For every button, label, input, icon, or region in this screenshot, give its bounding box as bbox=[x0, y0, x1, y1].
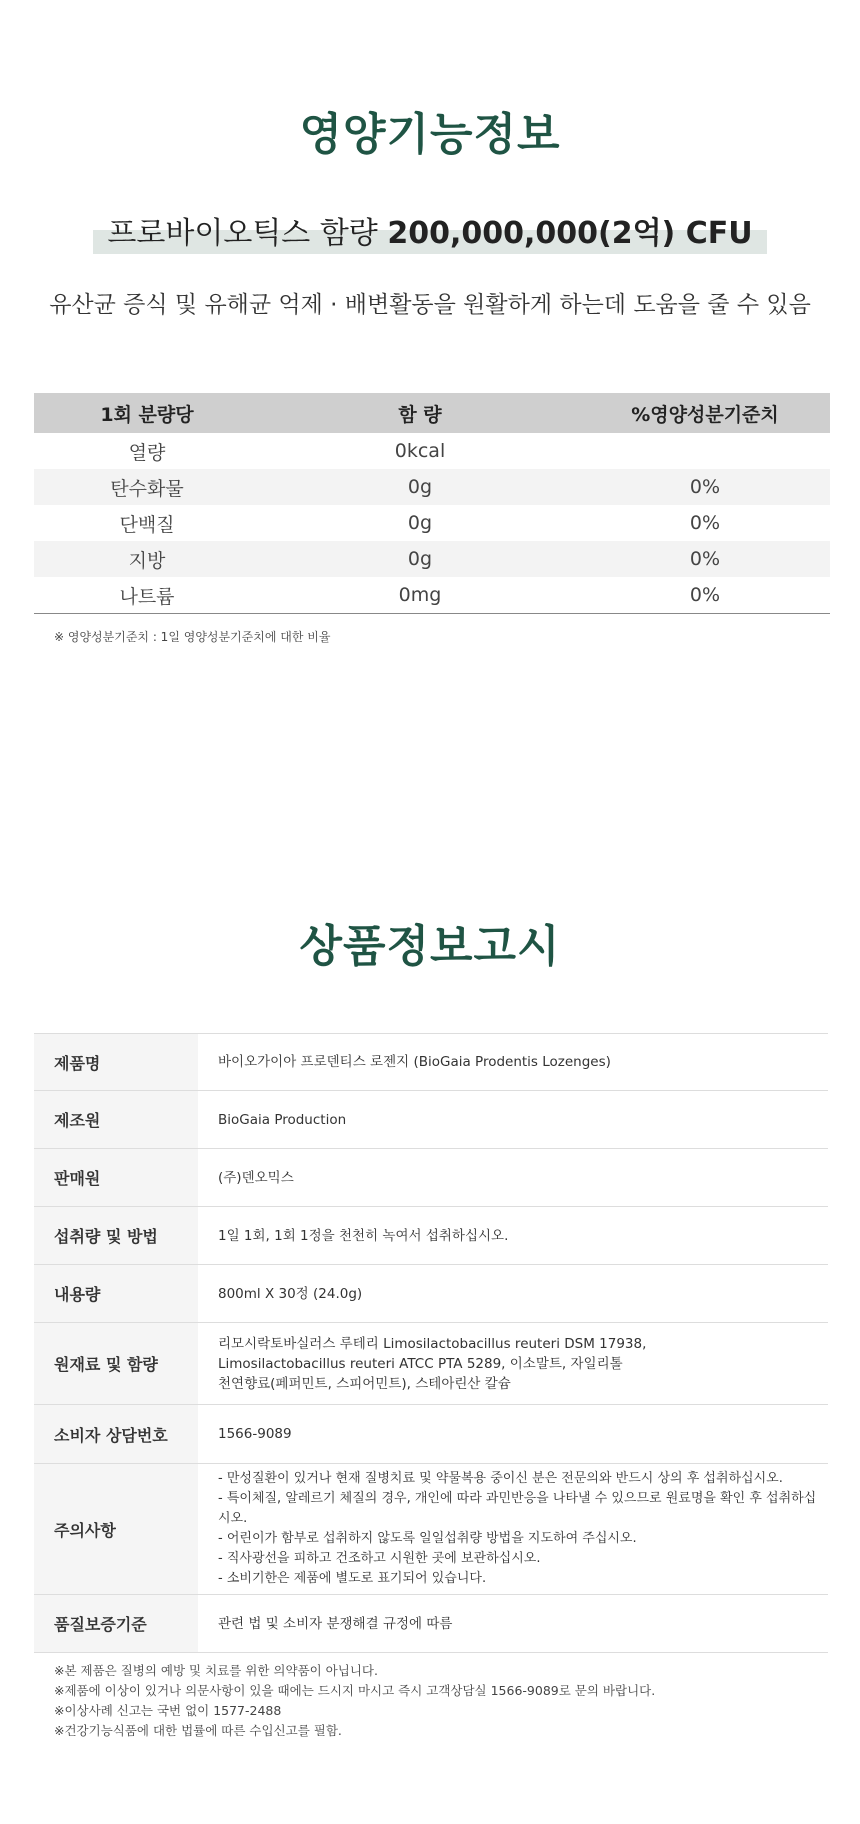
row-label: 주의사항 bbox=[34, 1464, 198, 1594]
table-row bbox=[34, 1034, 828, 1091]
nutrient-percent: 0% bbox=[689, 512, 721, 534]
value-line: - 특이체질, 알레르기 체질의 경우, 개인에 따라 과민반응을 나타낼 수 있으므로 원료명을 확인 후 섭취하십시오. bbox=[218, 1491, 817, 1526]
daily-value-note: ※ 영양성분기준치 : 1일 영양성분기준치에 대한 비율 bbox=[54, 630, 331, 644]
product-notice-title: 상품정보고시 bbox=[299, 921, 561, 972]
header-amount: 함 량 bbox=[398, 403, 442, 426]
nutrient-amount: 0g bbox=[407, 512, 433, 534]
nutrition-table bbox=[34, 393, 830, 614]
table-row bbox=[34, 505, 830, 541]
nutrient-name: 단백질 bbox=[119, 513, 175, 536]
row-label: 원재료 및 함량 bbox=[34, 1323, 198, 1404]
value-line: 800ml X 30정 (24.0g) bbox=[218, 1285, 363, 1302]
header-serving: 1회 분량당 bbox=[100, 403, 194, 426]
row-value bbox=[198, 1464, 828, 1594]
table-row bbox=[34, 577, 830, 613]
nutrition-table-header bbox=[34, 393, 830, 433]
value-line: 바이오가이아 프로덴티스 로젠지 (BioGaia Prodentis Lozenges) bbox=[218, 1054, 611, 1070]
header-daily-value: %영양성분기준치 bbox=[631, 403, 779, 426]
nutrient-amount: 0g bbox=[407, 548, 433, 570]
row-label: 제품명 bbox=[34, 1034, 198, 1090]
table-row bbox=[34, 1265, 828, 1323]
nutrient-percent: 0% bbox=[689, 584, 721, 606]
table-row bbox=[34, 541, 830, 577]
value-line: 1566-9089 bbox=[218, 1426, 292, 1442]
table-row bbox=[34, 1207, 828, 1265]
value-line: 리모시락토바실러스 루테리 Limosilactobacillus reuteri DSM 17938, bbox=[218, 1335, 647, 1352]
value-line: Limosilactobacillus reuteri ATCC PTA 5289, 이소말트, 자일리톨 bbox=[218, 1355, 623, 1372]
row-value bbox=[198, 1207, 828, 1264]
value-line: - 만성질환이 있거나 현재 질병치료 및 약물복용 중이신 분은 전문의와 반드시 상의 후 섭취하십시오. bbox=[218, 1471, 783, 1486]
highlight-prefix: 프로바이오틱스 함량 bbox=[107, 216, 388, 251]
value-line: - 직사광선을 피하고 건조하고 시원한 곳에 보관하십시오. bbox=[218, 1551, 541, 1566]
table-row bbox=[34, 1595, 828, 1653]
probiotic-highlight bbox=[0, 212, 860, 256]
row-label: 섭취량 및 방법 bbox=[34, 1207, 198, 1264]
row-value bbox=[198, 1323, 828, 1404]
nutrient-name: 탄수화물 bbox=[110, 477, 184, 500]
value-line: - 소비기한은 제품에 별도로 표기되어 있습니다. bbox=[218, 1571, 487, 1586]
nutrition-info-title: 영양기능정보 bbox=[299, 109, 561, 160]
row-label: 품질보증기준 bbox=[34, 1595, 198, 1652]
row-value bbox=[198, 1091, 828, 1148]
value-line: 1일 1회, 1회 1정을 천천히 녹여서 섭취하십시오. bbox=[218, 1227, 509, 1244]
nutrient-amount: 0g bbox=[407, 476, 433, 498]
table-row bbox=[34, 1405, 828, 1464]
nutrient-name: 열량 bbox=[128, 441, 166, 464]
footnote: ※제품에 이상이 있거나 의문사항이 있을 때에는 드시지 마시고 즉시 고객상담실 1566-9089로 문의 바랍니다. bbox=[54, 1683, 656, 1698]
nutrient-amount: 0mg bbox=[398, 584, 442, 606]
footnote: ※건강기능식품에 대한 법률에 따른 수입신고를 필함. bbox=[54, 1723, 342, 1738]
value-line: (주)덴오믹스 bbox=[218, 1169, 294, 1186]
table-row bbox=[34, 1464, 828, 1595]
probiotic-content-text bbox=[93, 212, 766, 256]
nutrient-name: 지방 bbox=[128, 549, 166, 572]
row-label: 내용량 bbox=[34, 1265, 198, 1322]
row-value bbox=[198, 1034, 828, 1090]
nutrient-percent: 0% bbox=[689, 548, 721, 570]
row-value bbox=[198, 1149, 828, 1206]
row-value bbox=[198, 1265, 828, 1322]
nutrient-name: 나트륨 bbox=[119, 585, 175, 608]
value-line: - 어린이가 함부로 섭취하지 않도록 일일섭취량 방법을 지도하여 주십시오. bbox=[218, 1531, 637, 1546]
table-row bbox=[34, 1091, 828, 1149]
value-line: BioGaia Production bbox=[218, 1111, 347, 1128]
table-row bbox=[34, 1323, 828, 1405]
table-row bbox=[34, 433, 830, 469]
nutrient-percent: 0% bbox=[689, 476, 721, 498]
footnote: ※본 제품은 질병의 예방 및 치료를 위한 의약품이 아닙니다. bbox=[54, 1663, 378, 1678]
footnotes bbox=[54, 1661, 655, 1741]
table-row bbox=[34, 469, 830, 505]
function-description: 유산균 증식 및 유해균 억제 · 배변활동을 원활하게 하는데 도움을 줄 수 있음 bbox=[49, 292, 811, 318]
nutrient-amount: 0kcal bbox=[394, 440, 446, 462]
value-line: 관련 법 및 소비자 분쟁해결 규정에 따름 bbox=[218, 1615, 453, 1632]
row-label: 판매원 bbox=[34, 1149, 198, 1206]
highlight-value: 200,000,000(2억) CFU bbox=[387, 216, 753, 251]
footnote: ※이상사례 신고는 국번 없이 1577-2488 bbox=[54, 1703, 282, 1718]
row-label: 제조원 bbox=[34, 1091, 198, 1148]
product-notice-table bbox=[34, 1033, 828, 1653]
value-line: 천연향료(페퍼민트, 스피어민트), 스테아린산 칼슘 bbox=[218, 1375, 511, 1392]
row-value bbox=[198, 1595, 828, 1652]
table-row bbox=[34, 1149, 828, 1207]
row-label: 소비자 상담번호 bbox=[34, 1405, 198, 1463]
row-value bbox=[198, 1405, 828, 1463]
